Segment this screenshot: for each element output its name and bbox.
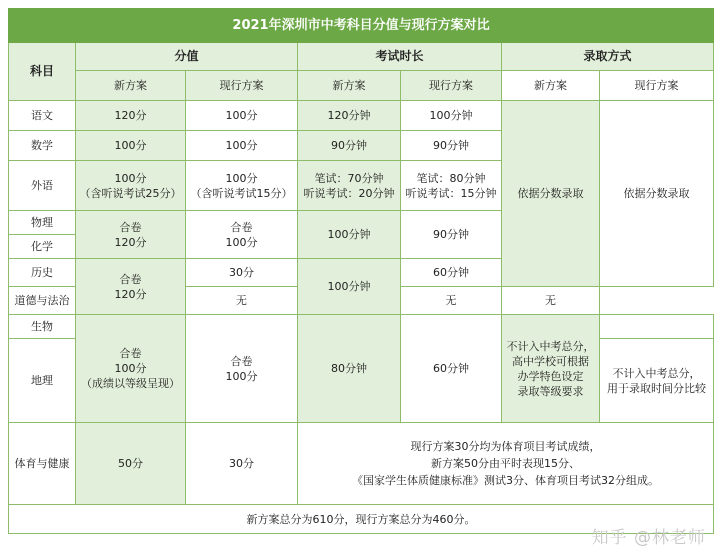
subject-morality: 道德与法治 (9, 287, 76, 315)
header-score: 分值 (76, 43, 298, 71)
history-time-current: 60分钟 (401, 259, 502, 287)
admission-main-current: 依据分数录取 (600, 101, 714, 287)
subheader-admission-current: 现行方案 (600, 71, 714, 101)
total-score-footer: 新方案总分为610分，现行方案总分为460分。 (9, 505, 714, 534)
math-time-new: 90分钟 (298, 131, 401, 161)
table-title: 2021年深圳市中考科目分值与现行方案对比 (9, 9, 714, 43)
header-admission: 录取方式 (502, 43, 714, 71)
comparison-table (8, 8, 714, 534)
morality-time-current: 无 (401, 287, 502, 315)
watermark: 知乎 @林老师 (591, 528, 706, 548)
subject-physics: 物理 (9, 211, 76, 235)
header-duration: 考试时长 (298, 43, 502, 71)
subheader-score-new: 新方案 (76, 71, 186, 101)
biogeo-time-new: 80分钟 (298, 315, 401, 423)
pe-score-current: 30分 (186, 423, 298, 505)
header-subject: 科目 (9, 43, 76, 101)
comparison-table-wrapper (8, 8, 713, 553)
physchem-score-current: 合卷 100分 (186, 211, 298, 259)
chinese-time-new: 120分钟 (298, 101, 401, 131)
histmoral-score-new: 合卷 120分 (76, 259, 186, 315)
physchem-time-current: 90分钟 (401, 211, 502, 259)
math-score-current: 100分 (186, 131, 298, 161)
subject-pe: 体育与健康 (9, 423, 76, 505)
subject-chemistry: 化学 (9, 235, 76, 259)
biogeo-score-current: 合卷 100分 (186, 315, 298, 423)
morality-score-current: 无 (186, 287, 298, 315)
pe-note: 现行方案30分均为体育项目考试成绩， 新方案50分由平时表现15分、 《国家学生体质健康标准》测试3分、体育项目考试32分组成。 (298, 423, 714, 505)
pe-score-new: 50分 (76, 423, 186, 505)
subheader-score-current: 现行方案 (186, 71, 298, 101)
history-score-current: 30分 (186, 259, 298, 287)
english-score-current: 100分 （含听说考试15分） (186, 161, 298, 211)
subject-math: 数学 (9, 131, 76, 161)
physchem-score-new: 合卷 120分 (76, 211, 186, 259)
subject-geography: 地理 (9, 339, 76, 423)
biogeo-admission-current: 不计入中考总分， 用于录取时间分比较 (600, 339, 714, 423)
physchem-time-new: 100分钟 (298, 211, 401, 259)
chinese-score-current: 100分 (186, 101, 298, 131)
biology-admission-current-blank (600, 315, 714, 339)
chinese-score-new: 120分 (76, 101, 186, 131)
biogeo-score-new: 合卷 100分 （成绩以等级呈现） (76, 315, 186, 423)
subject-biology: 生物 (9, 315, 76, 339)
subject-english: 外语 (9, 161, 76, 211)
subject-history: 历史 (9, 259, 76, 287)
admission-main-new: 依据分数录取 (502, 101, 600, 287)
morality-admission-current: 无 (502, 287, 600, 315)
biogeo-admission-new: 不计入中考总分， 高中学校可根据 办学特色设定 录取等级要求 (502, 315, 600, 423)
subject-chinese: 语文 (9, 101, 76, 131)
histmoral-time-new: 100分钟 (298, 259, 401, 315)
english-time-current: 笔试：80分钟 听说考试：15分钟 (401, 161, 502, 211)
chinese-time-current: 100分钟 (401, 101, 502, 131)
math-score-new: 100分 (76, 131, 186, 161)
math-time-current: 90分钟 (401, 131, 502, 161)
biogeo-time-current: 60分钟 (401, 315, 502, 423)
english-score-new: 100分 （含听说考试25分） (76, 161, 186, 211)
english-time-new: 笔试：70分钟 听说考试：20分钟 (298, 161, 401, 211)
subheader-time-new: 新方案 (298, 71, 401, 101)
subheader-time-current: 现行方案 (401, 71, 502, 101)
subheader-admission-new: 新方案 (502, 71, 600, 101)
